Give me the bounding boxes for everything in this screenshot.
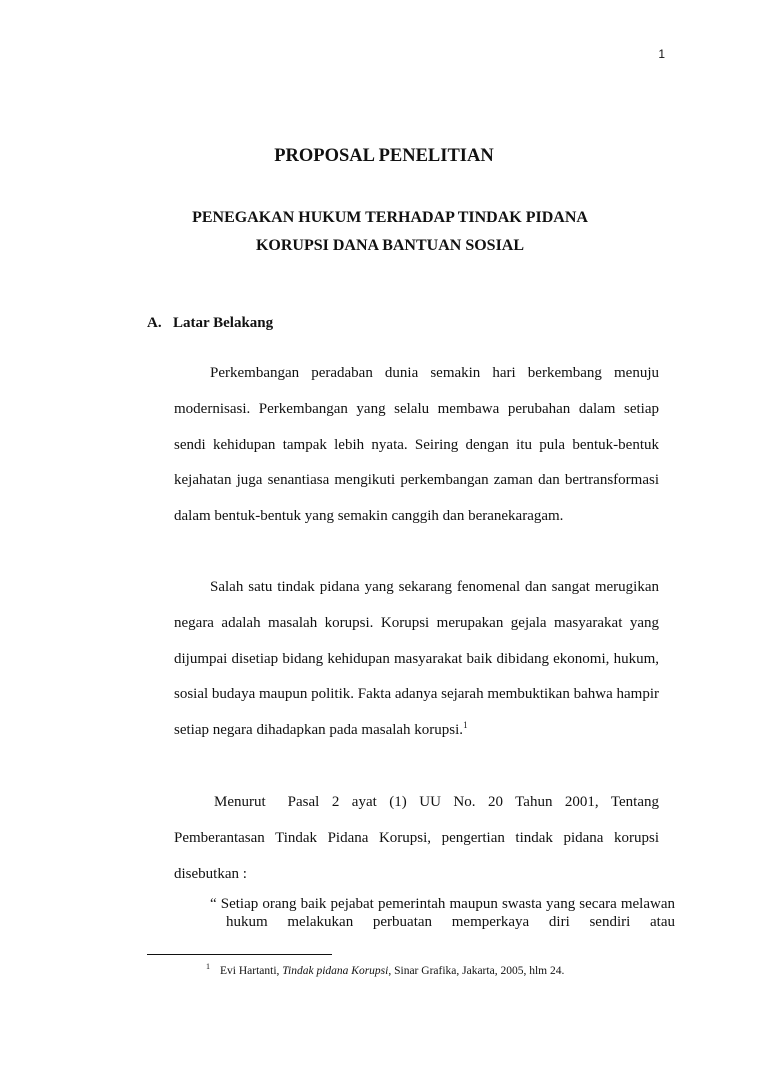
document-type-heading: PROPOSAL PENELITIAN	[274, 146, 494, 166]
paragraph-1-text: Perkembangan peradaban dunia semakin hari berkembang menuju modernisasi. Perkembangan yang selalu membawa perubahan dalam setiap sendi kehidupan tampak lebih nyata. Seiring dengan itu pula bentuk-bentuk kejahatan juga senantiasa mengikuti perkembangan zaman dan bertransformasi dalam bentuk-bentuk yang semakin canggih dan beranekaragam.	[174, 365, 659, 525]
footnote-reference[interactable]: 1	[463, 720, 468, 731]
page-number: 1	[658, 47, 665, 61]
paragraph-2	[174, 570, 659, 749]
section-heading	[147, 315, 273, 332]
paragraph-3-text: Pasal 2 ayat (1) UU No. 20 Tahun 2001, Tentang Pemberantasan Tindak Pidana Korupsi, pengertian tindak pidana korupsi disebutkan :	[174, 794, 659, 882]
legal-quote-text: “ Setiap orang baik pejabat pemerintah maupun swasta yang secara melawan hukum melakukan perbuatan memperkaya diri sendiri atau	[210, 896, 675, 930]
footnote-details: , Sinar Grafika, Jakarta, 2005, hlm 24.	[388, 965, 565, 977]
footnote-number: 1	[206, 962, 210, 972]
paragraph-3-lead: Menurut	[214, 794, 266, 810]
paragraph-3	[174, 785, 659, 892]
footnote-separator	[147, 954, 332, 955]
document-title	[150, 204, 630, 260]
section-title: Latar Belakang	[173, 315, 274, 331]
paragraph-1	[174, 356, 659, 535]
title-line-1: PENEGAKAN HUKUM TERHADAP TINDAK PIDANA	[192, 209, 588, 226]
legal-quote	[210, 895, 675, 931]
footnote-author: Evi Hartanti,	[220, 965, 283, 977]
title-line-2: KORUPSI DANA BANTUAN SOSIAL	[255, 237, 525, 254]
section-letter: A.	[147, 315, 162, 331]
footnote-book-title: Tindak pidana Korupsi	[282, 965, 389, 977]
paragraph-2-text: Salah satu tindak pidana yang sekarang fenomenal dan sangat merugikan negara adalah masalah korupsi. Korupsi merupakan gejala masyarakat yang dijumpai disetiap bidang kehidupan masyarakat baik dibidang ekonomi, hukum, sosial budaya maupun politik. Fakta adanya sejarah membuktikan bahwa hampir setiap negara dihadapkan pada masalah korupsi.	[174, 579, 659, 739]
footnote	[206, 963, 666, 979]
